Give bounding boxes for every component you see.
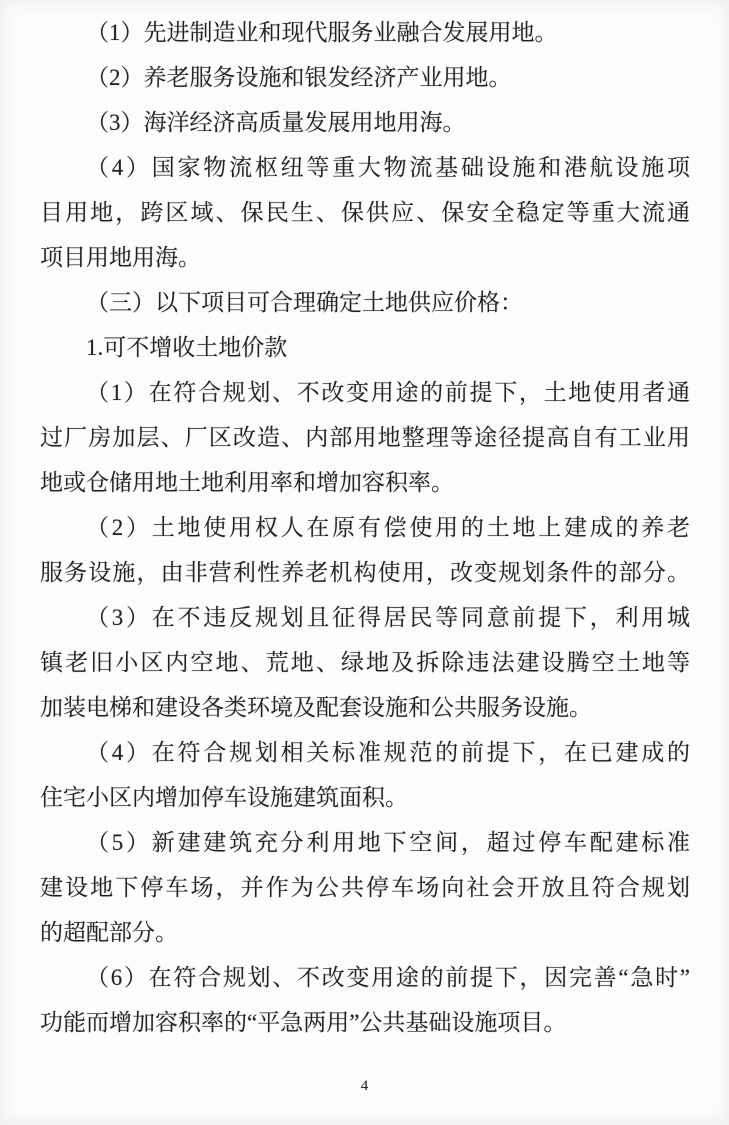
doc-line: （6）在符合规划、不改变用途的前提下，因完善“急时” (86, 965, 690, 990)
doc-line: 过厂房加层、厂区改造、内部用地整理等途径提高自有工业用 (40, 425, 690, 450)
doc-line: （三）以下项目可合理确定土地供应价格： (86, 290, 523, 315)
doc-line: （4）国家物流枢纽等重大物流基础设施和港航设施项 (86, 155, 690, 180)
doc-line: 住宅小区内增加停车设施建筑面积。 (40, 785, 408, 810)
doc-line: （3）海洋经济高质量发展用地用海。 (86, 110, 466, 135)
doc-line: 1.可不增收土地价款 (86, 335, 288, 360)
document-body (40, 10, 690, 1045)
page-number: 4 (360, 1078, 369, 1094)
doc-line: （2）养老服务设施和银发经济产业用地。 (86, 65, 512, 90)
doc-line: （2）土地使用权人在原有偿使用的土地上建成的养老 (86, 515, 690, 540)
doc-line: （1）在符合规划、不改变用途的前提下，土地使用者通 (86, 380, 690, 405)
doc-line: 服务设施，由非营利性养老机构使用，改变规划条件的部分。 (40, 560, 690, 585)
doc-line: 目用地，跨区域、保民生、保供应、保安全稳定等重大流通 (40, 200, 690, 225)
doc-line: （3）在不违反规划且征得居民等同意前提下，利用城 (86, 605, 690, 630)
doc-line: 项目用地用海。 (40, 245, 201, 270)
doc-line: 地或仓储用地土地利用率和增加容积率。 (40, 470, 454, 495)
doc-line: 镇老旧小区内空地、荒地、绿地及拆除违法建设腾空土地等 (40, 650, 690, 675)
doc-line: 的超配部分。 (40, 920, 178, 945)
doc-line: （1）先进制造业和现代服务业融合发展用地。 (86, 20, 558, 45)
doc-line: （5）新建建筑充分利用地下空间，超过停车配建标准 (86, 830, 690, 855)
doc-line: （4）在符合规划相关标准规范的前提下，在已建成的 (86, 740, 690, 765)
doc-line: 建设地下停车场，并作为公共停车场向社会开放且符合规划 (40, 875, 690, 900)
doc-line: 功能而增加容积率的“平急两用”公共基础设施项目。 (40, 1010, 567, 1035)
doc-line: 加装电梯和建设各类环境及配套设施和公共服务设施。 (40, 695, 592, 720)
